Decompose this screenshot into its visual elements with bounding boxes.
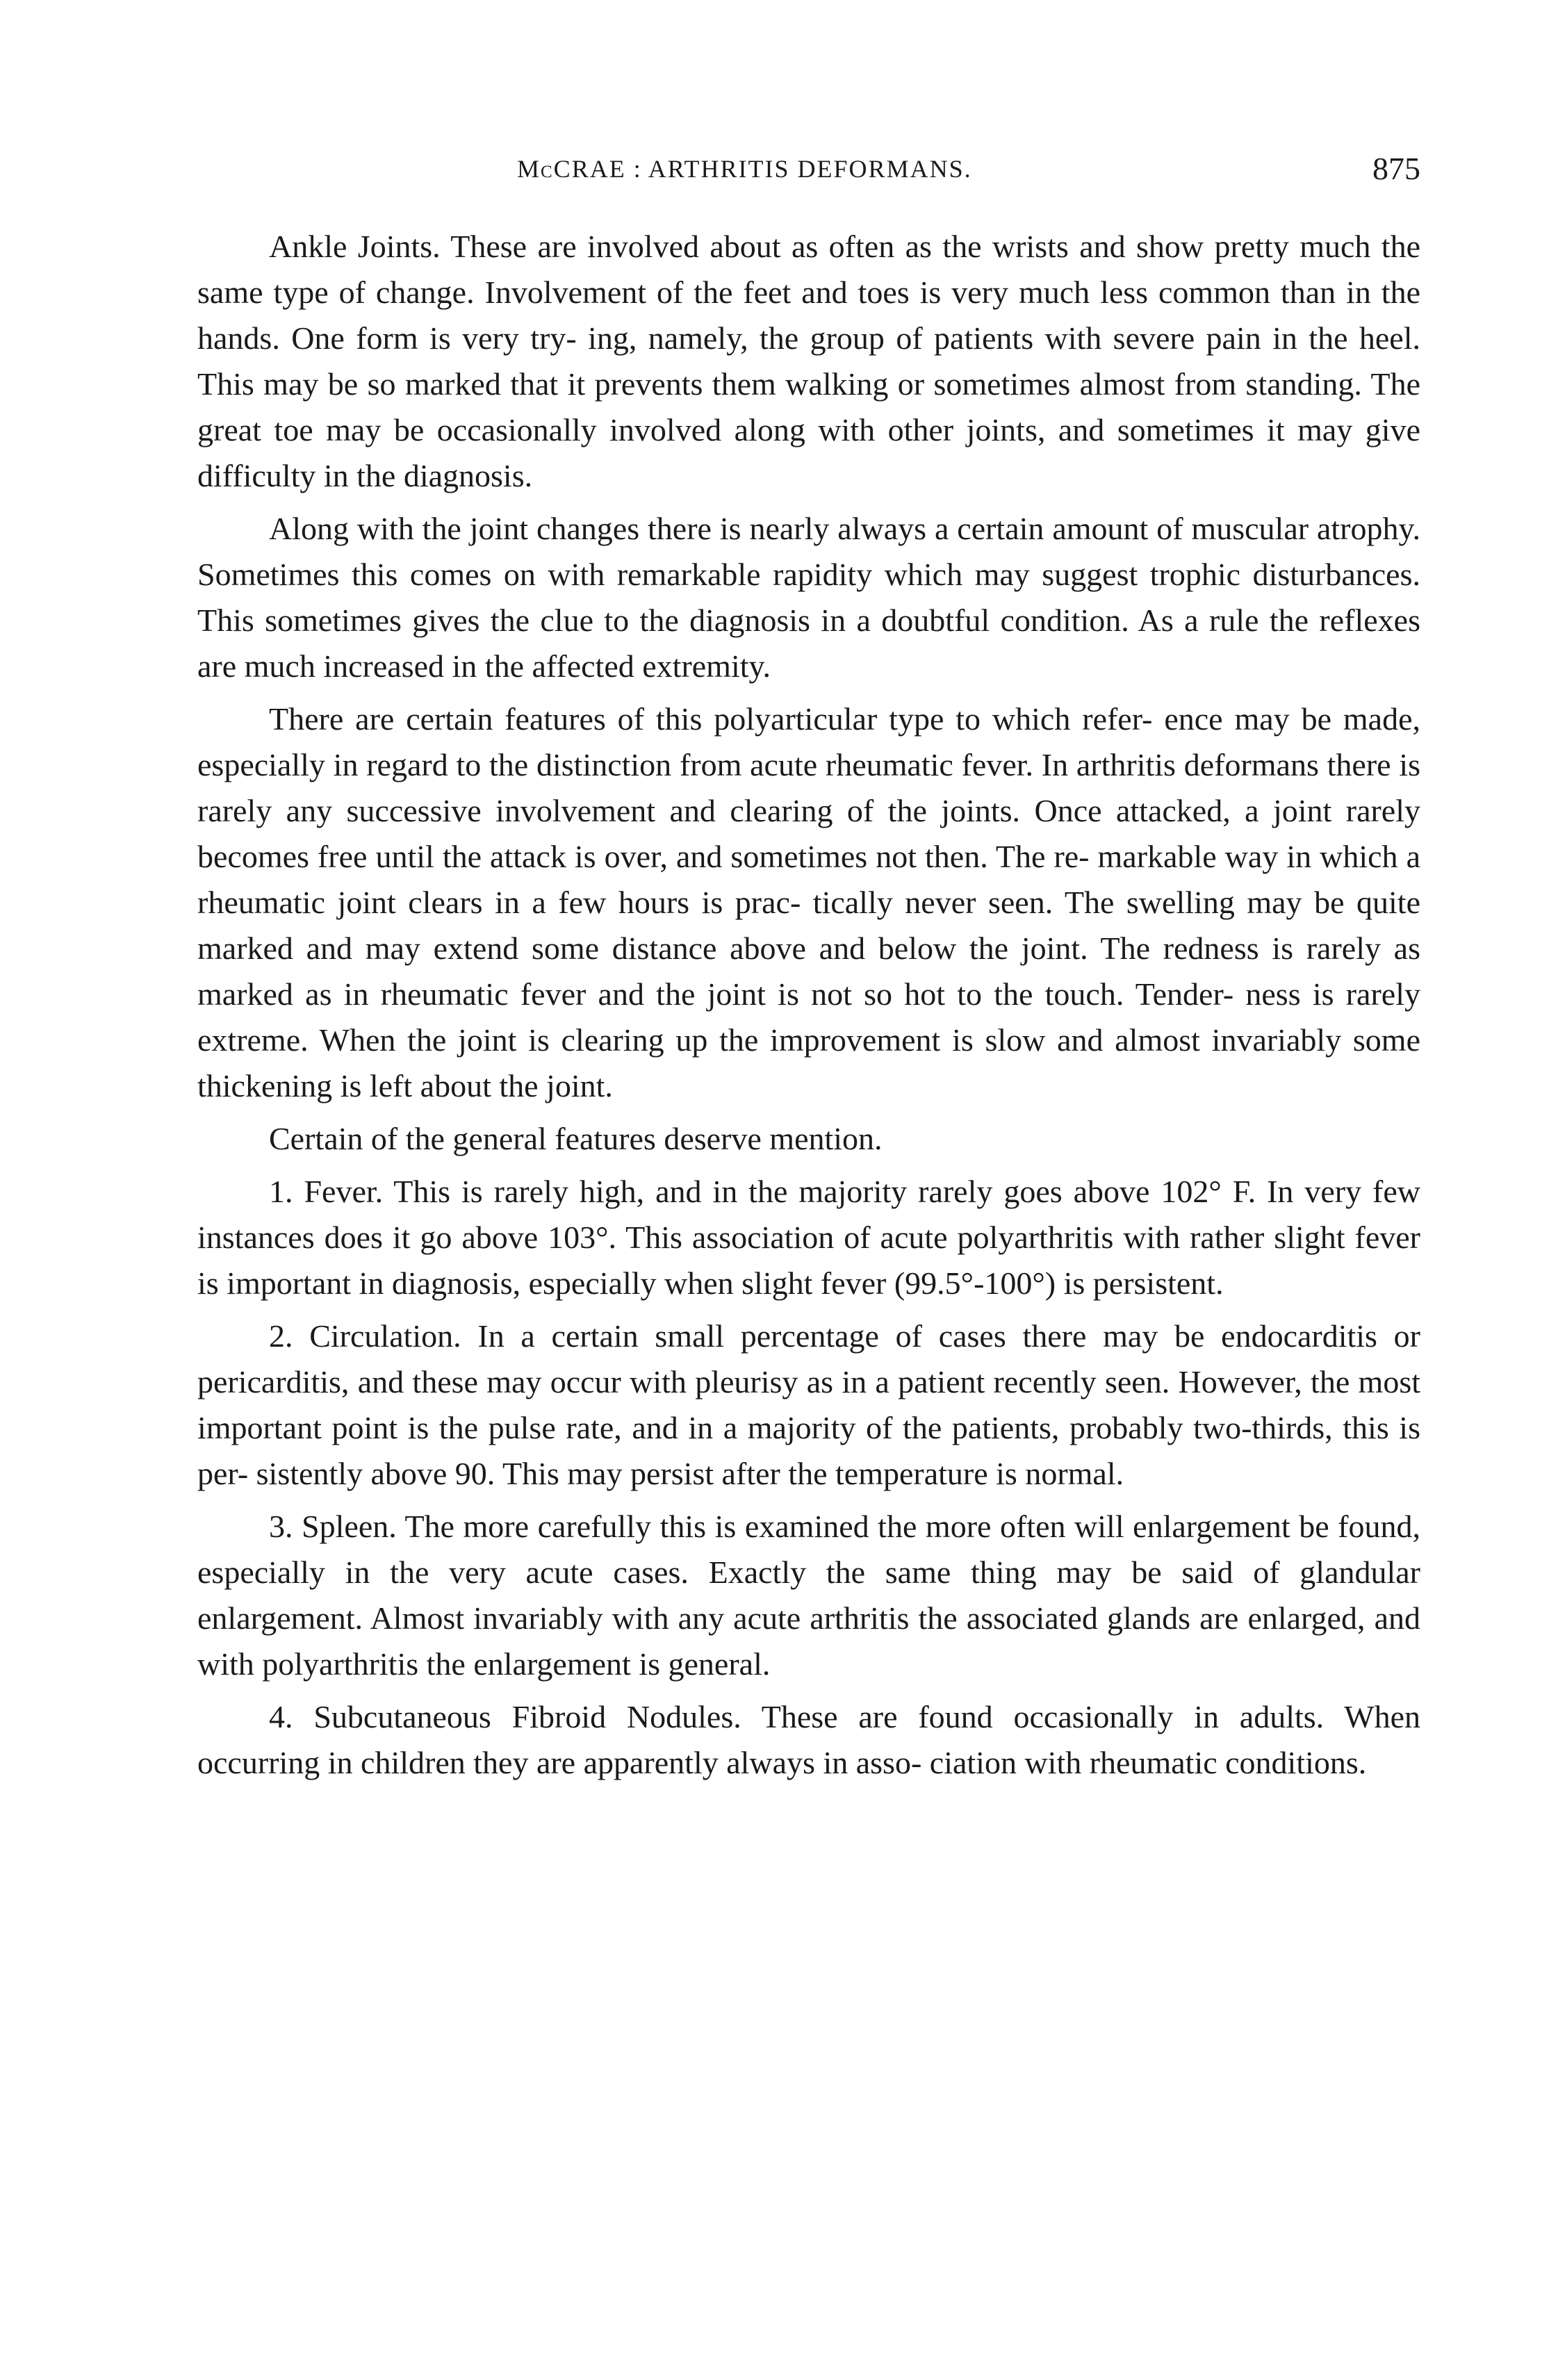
paragraph-muscular-atrophy: Along with the joint changes there is nearly always a certain amount of muscular atrophy. Sometimes this comes on with remarkable rapidity which may suggest trophic disturbances. This sometimes gives the clue to the diagnosis in a doubtful condition. As a rule the reflexes are much increased in the affected extremity. xyxy=(197,511,1420,684)
paragraph-spleen: 3. Spleen. The more carefully this is examined the more often will enlargement be found, especially in the very acute cases. Exactly the same thing may be said of glandular enlargement. Almost invariably with any acute arthritis the associated glands are enlarged, and with polyarthritis the enlargement is general. xyxy=(197,1509,1420,1682)
paragraph-fever: 1. Fever. This is rarely high, and in the majority rarely goes above 102° F. In very few instances does it go above 103°. This association of acute polyarthritis with rather slight fever is important in diagnosis, especially when slight fever (99.5°-100°) is persistent. xyxy=(197,1174,1420,1301)
paragraph-fibroid-nodules: 4. Subcutaneous Fibroid Nodules. These are found occasionally in adults. When occurring in children they are apparently always in asso- ciation with rheumatic conditions. xyxy=(197,1699,1420,1780)
page-header xyxy=(197,151,1420,196)
paragraph-ankle-joints: Ankle Joints. These are involved about as often as the wrists and show pretty much the same type of change. Involvement of the feet and toes is very much less common than in the hands. One form is very try- ing, namely, the group of patients with severe pain in the heel. This may be so marked that it prevents them walking or sometimes almost from standing. The great toe may be occasionally involved along with other joints, and sometimes it may give difficulty in the diagnosis. xyxy=(197,229,1420,493)
page-number: 875 xyxy=(1372,151,1420,186)
paragraph-general-features: Certain of the general features deserve mention. xyxy=(269,1121,883,1156)
paragraph-polyarticular-features: There are certain features of this polyarticular type to which refer- ence may be made, especially in regard to the distinction from acute rheumatic fever. In arthritis deformans there is rarely any successive involvement and clearing of the joints. Once attacked, a joint rarely becomes free until the attack is over, and sometimes not then. The re- markable way in which a rheumatic joint clears in a few hours is prac- tically never seen. The swelling may be quite marked and may extend some distance above and below the joint. The redness is rarely as marked as in rheumatic fever and the joint is not so hot to the touch. Tender- ness is rarely extreme. When the joint is clearing up the improvement is slow and almost invariably some thickening is left about the joint. xyxy=(197,701,1420,1103)
running-title: McCRAE : ARTHRITIS DEFORMANS. xyxy=(517,155,972,183)
body-text xyxy=(197,224,1420,1793)
paragraph-circulation: 2. Circulation. In a certain small percentage of cases there may be endocarditis or pericarditis, and these may occur with pleurisy as in a patient recently seen. However, the most important point is the pulse rate, and in a majority of the patients, probably two-thirds, this is per- sistently above 90. This may persist after the temperature is normal. xyxy=(197,1318,1420,1491)
